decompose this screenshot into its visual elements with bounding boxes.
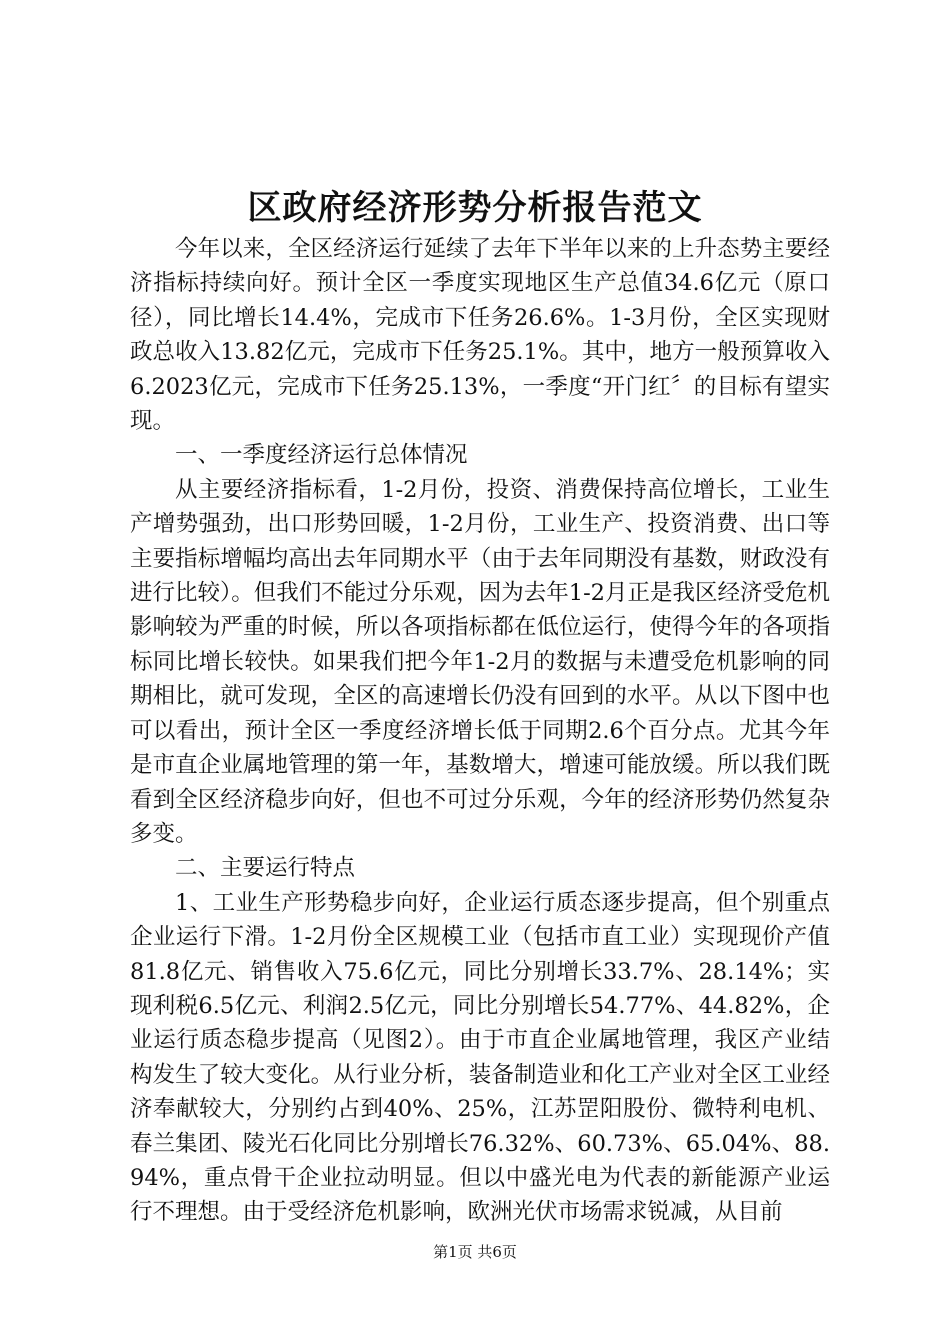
document-body <box>130 232 830 1230</box>
paragraph-industry: 1、工业生产形势稳步向好，企业运行质态逐步提高，但个别重点企业运行下滑。1-2月份全区规模工业（包括市直工业）实现现价产值81.8亿元、销售收入75.6亿元，同比分别增长33.7%、28.14%；实现利税6.5亿元、利润2.5亿元，同比分别增长54.77%、44.82%，企业运行质态稳步提高（见图2）。由于市直企业属地管理，我区产业结构发生了较大变化。从行业分析，装备制造业和化工产业对全区工业经济奉献较大，分别约占到40%、25%，江苏罡阳股份、微特利电机、春兰集团、陵光石化同比分别增长76.32%、60.73%、65.04%、88.94%，重点骨干企业拉动明显。但以中盛光电为代表的新能源产业运行不理想。由于受经济危机影响，欧洲光伏市场需求锐减，从目前 <box>130 889 830 1226</box>
page-footer: 第1页 共6页 <box>433 1243 517 1261</box>
paragraph-overview: 从主要经济指标看，1-2月份，投资、消费保持高位增长，工业生产增势强劲，出口形势回暖，1-2月份，工业生产、投资消费、出口等主要指标增幅均高出去年同期水平（由于去年同期没有基数，财政没有进行比较）。但我们不能过分乐观，因为去年1-2月正是我区经济受危机影响较为严重的时候，所以各项指标都在低位运行，使得今年的各项指标同比增长较快。如果我们把今年1-2月的数据与未遭受危机影响的同期相比，就可发现，全区的高速增长仍没有回到的水平。从以下图中也可以看出，预计全区一季度经济增长低于同期2.6个百分点。尤其今年是市直企业属地管理的第一年，基数增大，增速可能放缓。所以我们既看到全区经济稳步向好，但也不可过分乐观，今年的经济形势仍然复杂多变。 <box>130 476 830 847</box>
document-title: 区政府经济形势分析报告范文 <box>247 188 703 228</box>
section-heading-2: 二、主要运行特点 <box>175 855 356 882</box>
paragraph-intro: 今年以来，全区经济运行延续了去年下半年以来的上升态势主要经济指标持续向好。预计全区一季度实现地区生产总值34.6亿元（原口径），同比增长14.4%，完成市下任务26.6%。1-3月份，全区实现财政总收入13.82亿元，完成市下任务25.1%。其中，地方一般预算收入6.2023亿元，完成市下任务25.13%，一季度“开门红〞的目标有望实现。 <box>130 236 830 435</box>
section-heading-1: 一、一季度经济运行总体情况 <box>175 442 468 469</box>
